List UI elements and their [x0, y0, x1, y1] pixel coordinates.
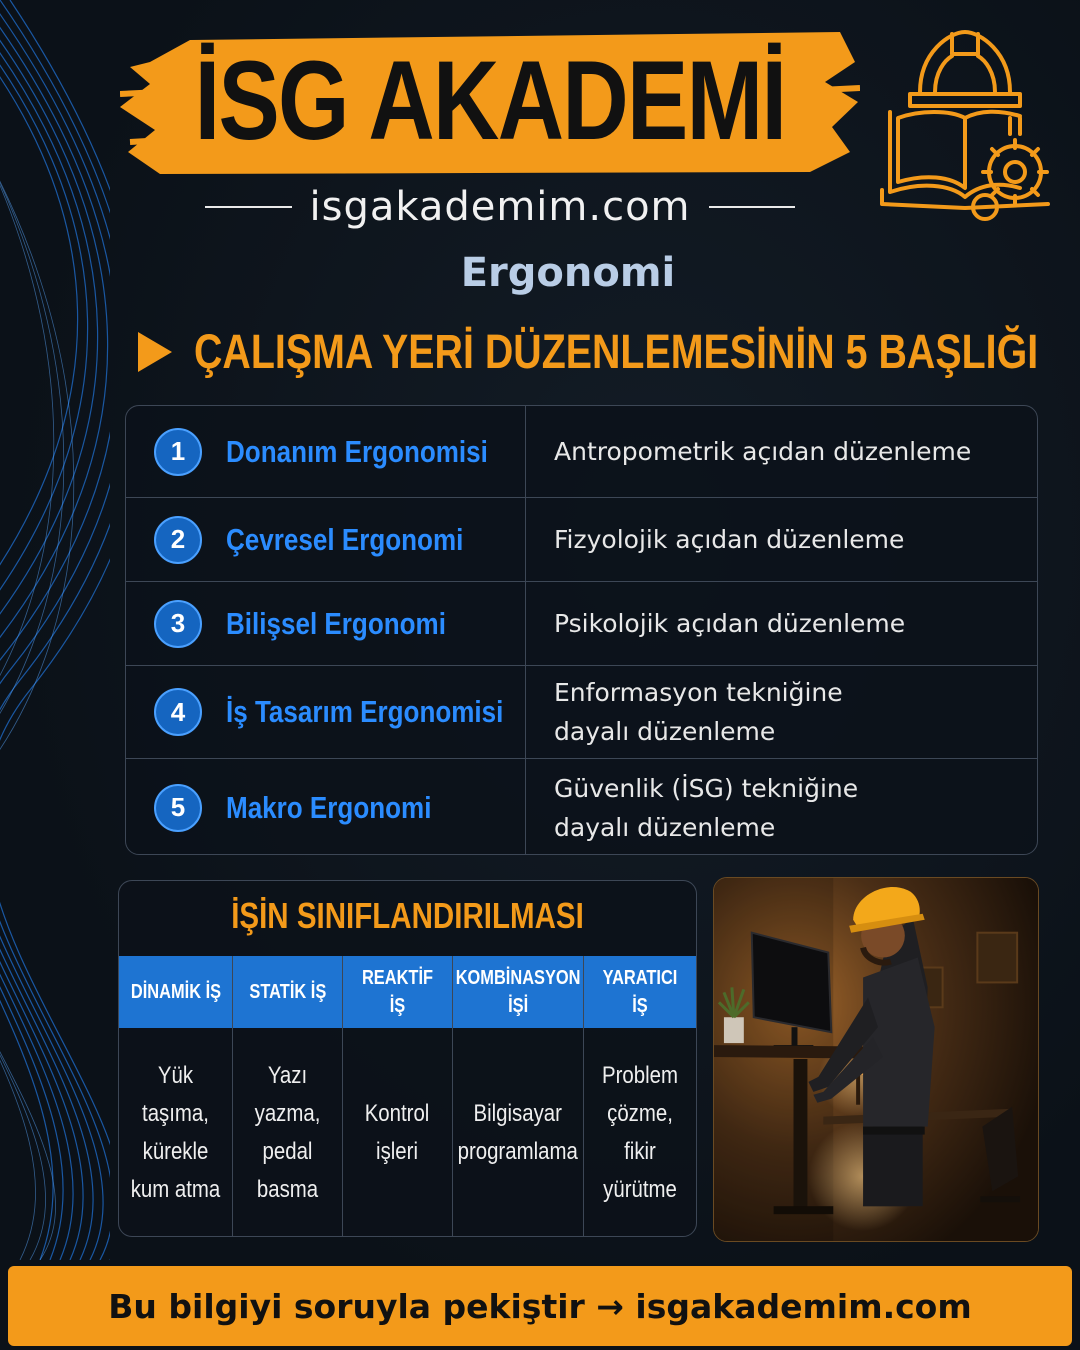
row-title: Donanım Ergonomisi: [226, 433, 488, 469]
play-arrow-icon: [138, 332, 172, 372]
column-header: KOMBİNASYON İŞİ: [455, 967, 581, 1017]
section-heading-row: [138, 320, 1038, 384]
row-description: Antropometrik açıdan düzenleme: [554, 437, 972, 466]
classification-column: [232, 956, 342, 1237]
column-header: REAKTİF İŞ: [361, 967, 434, 1017]
column-example: Kontrol işleri: [365, 1100, 430, 1165]
helmet-book-logo-icon: [880, 22, 1055, 232]
row-title: Makro Ergonomi: [226, 789, 432, 825]
work-classification-table: [118, 880, 697, 1237]
table-row: [126, 758, 1037, 855]
column-example: Bilgisayar programlama: [457, 1100, 579, 1165]
row-title: Çevresel Ergonomi: [226, 521, 464, 557]
section-heading: ÇALIŞMA YERİ DÜZENLEMESİNİN 5 BAŞLIĞI: [194, 325, 1039, 379]
number-badge: 5: [154, 784, 202, 832]
brand-title: İSG AKADEMİ: [194, 37, 786, 163]
footer-cta-banner[interactable]: [8, 1266, 1072, 1346]
classification-title: İŞİN SINIFLANDIRILMASI: [231, 895, 584, 936]
workplace-table: [125, 405, 1038, 855]
table-row: [126, 497, 1037, 581]
number-badge: 2: [154, 516, 202, 564]
column-header: DİNAMİK İŞ: [130, 981, 221, 1003]
subtitle: Ergonomi: [460, 250, 676, 296]
worker-at-desk-photo: [713, 877, 1039, 1242]
brand-url: isgakademim.com: [309, 184, 691, 230]
brand-url-row: [205, 182, 795, 232]
row-title: İş Tasarım Ergonomisi: [226, 694, 504, 729]
row-description: Psikolojik açıdan düzenleme: [554, 609, 906, 638]
number-badge: 3: [154, 600, 202, 648]
classification-column: [119, 956, 232, 1237]
column-header: YARATICI İŞ: [602, 967, 678, 1017]
row-description: Güvenlik (İSG) tekniğine dayalı düzenleme: [554, 773, 859, 842]
footer-cta-text: Bu bilgiyi soruyla pekiştir → isgakademim.com: [108, 1286, 972, 1326]
divider-line: [205, 206, 292, 208]
divider-line: [709, 206, 796, 208]
row-description: Enformasyon tekniğine dayalı düzenleme: [554, 678, 843, 746]
classification-column: [452, 956, 583, 1237]
table-row: [126, 665, 1037, 758]
column-example: Yük taşıma, kürekle kum atma: [130, 1062, 221, 1203]
row-title: Bilişsel Ergonomi: [226, 605, 446, 641]
number-badge: 4: [154, 688, 202, 736]
classification-column: [342, 956, 452, 1237]
number-badge: 1: [154, 428, 202, 476]
row-description: Fizyolojik açıdan düzenleme: [554, 525, 905, 554]
decorative-wave-lines: [0, 0, 110, 1260]
column-example: Problem çözme, fikir yürütme: [602, 1062, 678, 1203]
table-row: [126, 581, 1037, 665]
column-example: Yazı yazma, pedal basma: [254, 1062, 321, 1203]
classification-column: [583, 956, 696, 1237]
table-row: [126, 406, 1037, 497]
column-header: STATİK İŞ: [249, 981, 326, 1003]
